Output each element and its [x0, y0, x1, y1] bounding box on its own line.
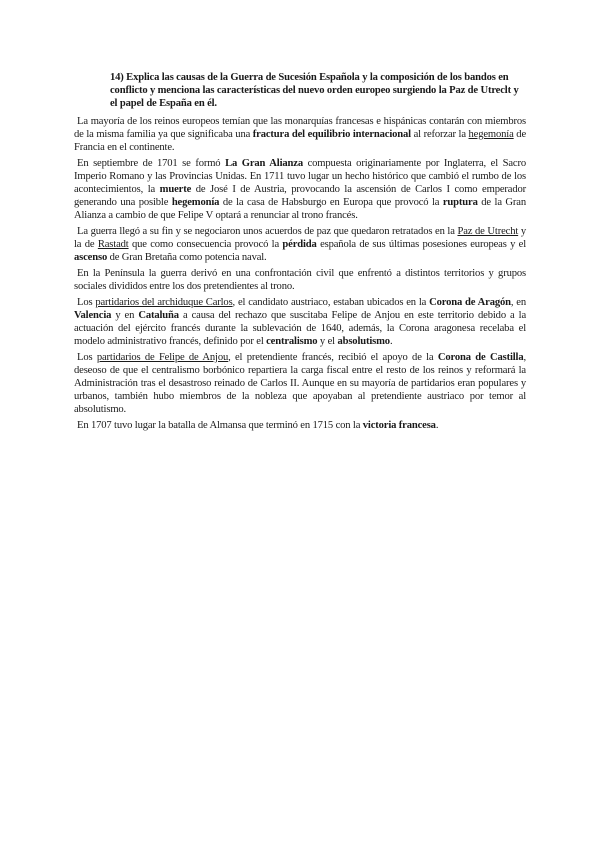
text-run: Los [77, 297, 96, 308]
bold-text: ascenso [74, 252, 108, 263]
text-run: En 1707 tuvo lugar la batalla de Almansa que terminó en 1715 con la [77, 420, 363, 431]
paragraph-4 [74, 267, 526, 293]
text-run: y la de [74, 226, 526, 250]
text-run: En la Península la guerra derivó en una confrontación civil que enfrentó a distintos territorios y grupos sociales divididos entre los dos pretendientes al trono. [74, 268, 526, 292]
paragraph-5 [74, 296, 526, 348]
paragraph-6 [74, 351, 526, 416]
bold-text: fractura del equilibrio internacional [252, 129, 411, 140]
text-run: La guerra llegó a su fin y se negociaron unos acuerdos de paz que quedaron retratados en la [77, 226, 458, 237]
underlined-text: partidarios de Felipe de Anjou [96, 352, 229, 363]
document-page [74, 71, 526, 435]
text-run: En septiembre de 1701 se formó [77, 158, 226, 169]
text-run: de la casa de Habsburgo en Europa que provocó la [219, 197, 443, 208]
text-run: al reforzar la [410, 129, 469, 140]
text-run: y en [111, 310, 139, 321]
text-run: de Francia en el continente. [74, 129, 526, 153]
text-run: que como consecuencia provocó la [128, 239, 283, 250]
paragraph-2 [74, 157, 526, 222]
bold-text: victoria francesa [362, 420, 436, 431]
bold-text: Corona de Castilla [437, 352, 524, 363]
bold-text: centralismo [266, 336, 318, 347]
text-run: de la Gran Alianza a cambio de que Felipe V optará a renunciar al trono francés. [74, 197, 526, 221]
bold-text: La Gran Alianza [225, 158, 303, 169]
text-run: a causa del rechazo que suscitaba Felipe de Anjou en este territorio debido a la actuación del ejército francés durante la sublevación de 1640, además, la Corona aragonesa recelaba el modelo administrativo francés, definido por el [74, 310, 527, 347]
paragraph-7 [74, 419, 526, 432]
text-run: Los [77, 352, 97, 363]
bold-text: Valencia [74, 310, 112, 321]
question-heading: 14) Explica las causas de la Guerra de Sucesión Española y la composición de los bandos en conflicto y menciona las características del nuevo orden europeo surgiendo la Paz de Utreclt y el papel de España en él. [110, 72, 519, 109]
text-run: La mayoría de los reinos europeos temían que las monarquías francesas e hispánicas contarán con miembros de la misma familia ya que significaba una [74, 116, 526, 140]
underlined-text: Paz de Utrecht [457, 226, 519, 237]
paragraph-1 [74, 115, 526, 154]
bold-text: hegemonía [171, 197, 220, 208]
text-run: y el [317, 336, 338, 347]
text-run: , el pretendiente francés, recibió el apoyo de la [228, 352, 438, 363]
bold-text: pérdida [282, 239, 317, 250]
underlined-text: partidarios del archiduque Carlos [95, 297, 233, 308]
paragraph-3 [74, 225, 526, 264]
text-run: , el candidato austriaco, estaban ubicados en la [232, 297, 430, 308]
bold-text: ruptura [442, 197, 478, 208]
text-run: . [389, 336, 393, 347]
text-run: . [435, 420, 439, 431]
text-run: española de sus últimas posesiones europeas y el [316, 239, 526, 250]
text-run: de José I de Austria, provocando la ascensión de Carlos I como emperador generando una posible [74, 184, 526, 208]
text-run: compuesta originariamente por Inglaterra, el Sacro Imperio Romano y las Provincias Unidas. En 1711 tuvo lugar un hecho histórico que cambió el rumbo de los acontecimientos, la [74, 158, 526, 195]
text-run: , deseoso de que el centralismo borbónico repartiera la carga fiscal entre el resto de los reinos y reformará la Administración tras el desastroso reinado de Carlos II. Aunque en su mayoría de partidarios eran populares y urbanos, también hubo miembros de la nobleza que apoyaban al pretendiente austriaco por temor al absolutismo. [74, 352, 526, 415]
text-run: , en [510, 297, 526, 308]
text-run: de Gran Bretaña como potencia naval. [107, 252, 267, 263]
answer-body [74, 115, 526, 432]
underlined-text: hegemonía [468, 129, 514, 140]
underlined-text: Rastadt [97, 239, 129, 250]
bold-text: muerte [159, 184, 192, 195]
bold-text: Cataluña [138, 310, 179, 321]
bold-text: Corona de Aragón [429, 297, 511, 308]
bold-text: absolutismo [337, 336, 390, 347]
